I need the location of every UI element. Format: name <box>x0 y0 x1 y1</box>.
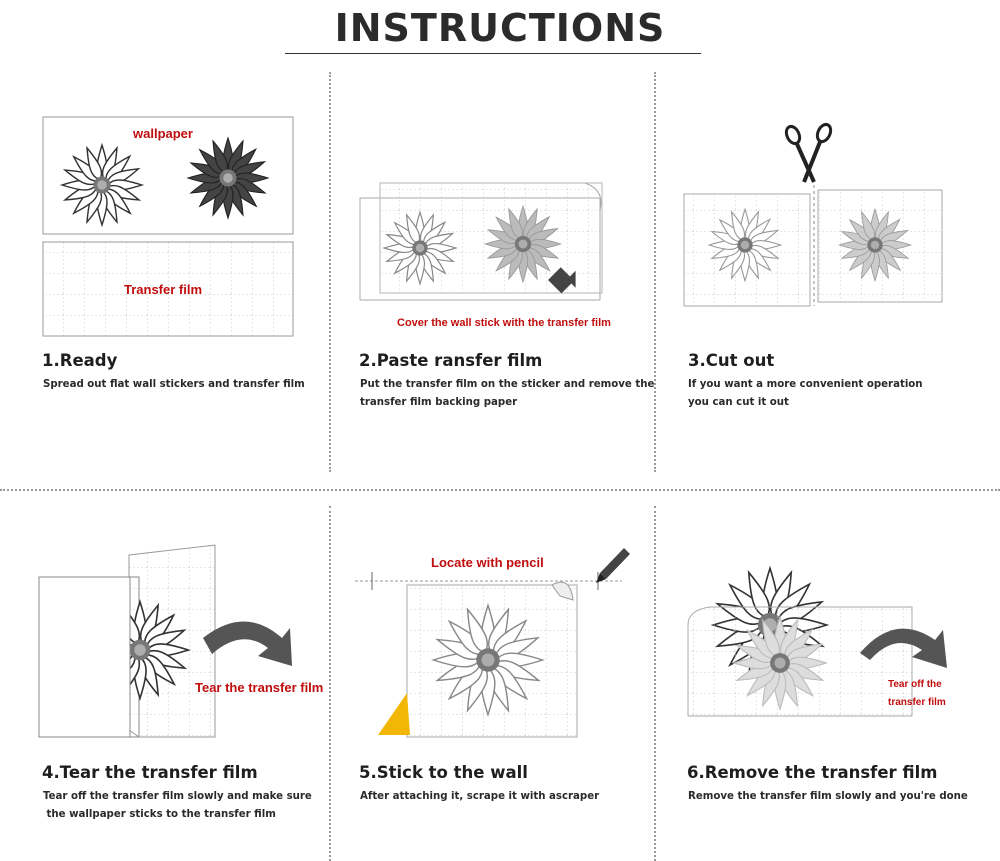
step-desc-line: If you want a more convenient operation <box>688 379 923 390</box>
daisy-outline-icon <box>62 145 142 225</box>
step-desc-1 <box>43 376 305 394</box>
step-title-4: 4.Tear the transfer film <box>42 763 258 782</box>
step-desc-2 <box>360 376 654 412</box>
step-desc-line: After attaching it, scrape it with ascraper <box>360 791 600 802</box>
step2-illustration <box>360 183 602 300</box>
curved-arrow-icon <box>203 622 292 667</box>
step6-illustration <box>688 568 947 716</box>
label-cover: Cover the wall stick with the transfer film <box>397 317 611 329</box>
step-title-1: 1.Ready <box>42 351 118 370</box>
step-title-2: 2.Paste ransfer film <box>359 351 543 370</box>
step-title-6: 6.Remove the transfer film <box>687 763 938 782</box>
step-desc-3 <box>688 376 923 412</box>
daisy-dark-icon <box>188 138 268 218</box>
label-tear-off-1: Tear off the <box>888 679 942 690</box>
step-desc-4 <box>43 788 312 824</box>
scissors-icon <box>784 122 833 182</box>
step-desc-5 <box>360 788 599 806</box>
step-desc-line: Remove the transfer film slowly and you're done <box>688 791 968 802</box>
label-tear: Tear the transfer film <box>195 680 324 695</box>
pencil-icon <box>596 548 630 583</box>
step-desc-6 <box>688 788 968 806</box>
step4-illustration <box>39 545 292 737</box>
step-title-5: 5.Stick to the wall <box>359 763 528 782</box>
label-tear-off-2: transfer film <box>888 697 946 708</box>
step-desc-line: Put the transfer film on the sticker and remove the <box>360 379 655 390</box>
step-desc-line: the wallpaper sticks to the transfer film <box>43 809 276 820</box>
label-transfer-film: Transfer film <box>124 282 203 297</box>
label-wallpaper: wallpaper <box>133 126 193 141</box>
step-desc-line: Tear off the transfer film slowly and make sure <box>43 791 312 802</box>
scraper-icon <box>378 693 410 735</box>
page-title: INSTRUCTIONS <box>334 6 666 50</box>
step-desc-line: you can cut it out <box>688 397 789 408</box>
step-desc-line: Spread out flat wall stickers and transfer film <box>43 379 305 390</box>
step5-illustration <box>355 548 630 737</box>
step3-illustration <box>684 122 942 306</box>
step-title-3: 3.Cut out <box>688 351 775 370</box>
label-locate: Locate with pencil <box>431 555 544 570</box>
step1-illustration <box>43 117 293 336</box>
step-desc-line: transfer film backing paper <box>360 397 518 408</box>
